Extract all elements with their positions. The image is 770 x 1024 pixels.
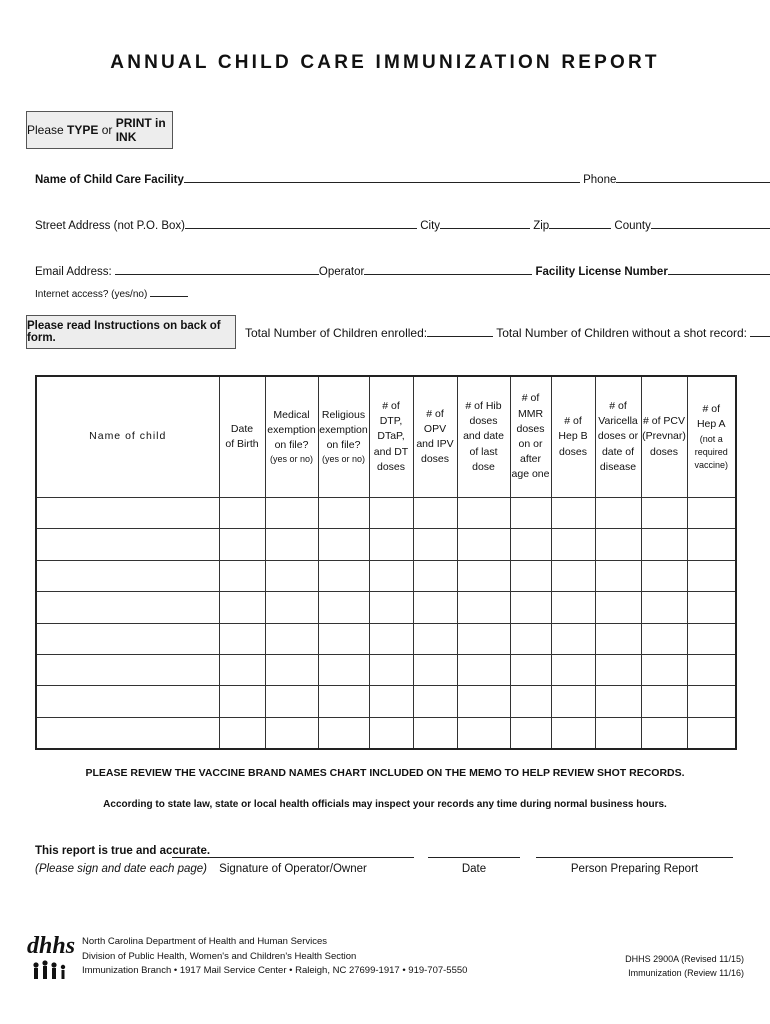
table-cell[interactable] <box>595 717 641 749</box>
column-header-line: Date <box>230 422 254 435</box>
table-cell[interactable] <box>595 623 641 654</box>
table-cell[interactable] <box>369 717 413 749</box>
table-cell[interactable] <box>551 623 595 654</box>
column-header-line: (Prevnar) <box>642 430 686 443</box>
table-cell[interactable] <box>551 654 595 685</box>
column-header-line: date of <box>601 445 635 458</box>
table-cell[interactable] <box>318 529 369 560</box>
table-cell[interactable] <box>36 560 219 591</box>
column-header-line: # of <box>609 399 627 412</box>
table-cell[interactable] <box>687 498 736 529</box>
table-cell[interactable] <box>457 592 510 623</box>
phone-input[interactable] <box>616 171 770 183</box>
footer-branch: Immunization Branch • 1917 Mail Service Center • Raleigh, NC 27699-1917 • 919-707-5550 <box>82 965 468 977</box>
table-cell[interactable] <box>457 529 510 560</box>
table-cell[interactable] <box>36 717 219 749</box>
table-cell[interactable] <box>457 654 510 685</box>
table-row <box>36 529 736 560</box>
preparer-label: Person Preparing Report <box>570 863 699 875</box>
table-cell[interactable] <box>369 560 413 591</box>
operator-signature-line[interactable] <box>172 857 414 858</box>
table-cell[interactable] <box>687 717 736 749</box>
table-cell[interactable] <box>413 686 457 717</box>
zip-input[interactable] <box>549 217 611 229</box>
table-cell[interactable] <box>595 560 641 591</box>
table-cell[interactable] <box>595 654 641 685</box>
table-cell[interactable] <box>510 686 551 717</box>
column-header-sub: (not a <box>699 433 723 444</box>
table-cell[interactable] <box>510 529 551 560</box>
table-row <box>36 654 736 685</box>
table-cell[interactable] <box>413 623 457 654</box>
county-label: County <box>614 220 651 232</box>
footer-form-id-block <box>625 953 744 981</box>
date-line[interactable] <box>428 857 520 858</box>
table-cell[interactable] <box>318 654 369 685</box>
table-cell[interactable] <box>595 498 641 529</box>
inspection-notice: According to state law, state or local health officials may inspect your records any time during normal business hours. <box>103 799 667 810</box>
date-label: Date <box>461 863 487 875</box>
table-cell[interactable] <box>457 623 510 654</box>
column-header-line: DTP, <box>379 415 403 428</box>
column-header-line: doses <box>516 422 545 435</box>
city-label: City <box>420 220 441 232</box>
table-cell[interactable] <box>413 529 457 560</box>
instructions-button[interactable]: Please read Instructions on back of form. <box>26 315 236 349</box>
table-header-row <box>36 376 736 498</box>
column-header-line: Varicella <box>598 415 638 428</box>
table-cell[interactable] <box>641 498 687 529</box>
ink-notice-pre: Please <box>27 123 68 137</box>
column-header-line: # of Hib <box>465 399 502 412</box>
column-header-8 <box>551 376 595 498</box>
table-row <box>36 560 736 591</box>
internet-input[interactable] <box>150 287 188 297</box>
table-cell[interactable] <box>687 592 736 623</box>
operator-input[interactable] <box>364 263 532 275</box>
column-header-line: doses or <box>597 430 639 443</box>
table-cell[interactable] <box>369 592 413 623</box>
column-header-line: on or <box>518 438 543 450</box>
table-cell[interactable] <box>687 560 736 591</box>
sign-note: (Please sign and date each page) <box>35 863 207 875</box>
column-header-line: Name of child <box>89 430 167 443</box>
total-enrolled-input[interactable] <box>427 325 493 337</box>
table-cell[interactable] <box>510 592 551 623</box>
table-cell[interactable] <box>687 654 736 685</box>
table-cell[interactable] <box>265 717 318 749</box>
table-cell[interactable] <box>318 623 369 654</box>
column-header-line: on file? <box>326 439 361 452</box>
total-no-shot-input[interactable] <box>750 325 770 337</box>
table-cell[interactable] <box>510 717 551 749</box>
table-cell[interactable] <box>413 654 457 685</box>
column-header-line: Medical <box>273 408 310 421</box>
table-cell[interactable] <box>265 654 318 685</box>
table-cell[interactable] <box>369 498 413 529</box>
ink-notice-type: TYPE <box>67 123 99 137</box>
column-header-11 <box>687 376 736 498</box>
zip-label: Zip <box>533 220 550 232</box>
footer-review: Immunization (Review 11/16) <box>628 967 744 978</box>
table-cell[interactable] <box>36 654 219 685</box>
column-header-3 <box>318 376 369 498</box>
operator-label: Operator <box>318 266 365 278</box>
column-header-sub: (yes or no) <box>269 454 313 465</box>
table-cell[interactable] <box>265 623 318 654</box>
table-cell[interactable] <box>595 529 641 560</box>
table-cell[interactable] <box>510 654 551 685</box>
dhhs-logo <box>26 926 76 986</box>
table-cell[interactable] <box>36 529 219 560</box>
table-row <box>36 686 736 717</box>
table-cell[interactable] <box>265 592 318 623</box>
table-cell[interactable] <box>219 529 265 560</box>
table-cell[interactable] <box>219 592 265 623</box>
table-cell[interactable] <box>318 717 369 749</box>
footer-form-id: DHHS 2900A (Revised 11/15) <box>625 954 744 964</box>
email-label: Email Address: <box>35 266 112 278</box>
column-header-sub: (yes or no) <box>321 454 365 465</box>
internet-label: Internet access? (yes/no) <box>35 289 148 300</box>
column-header-line: age one <box>511 468 550 481</box>
table-cell[interactable] <box>641 529 687 560</box>
column-header-line: on file? <box>274 439 309 452</box>
column-header-line: # of PCV <box>642 415 686 428</box>
table-cell[interactable] <box>510 498 551 529</box>
table-cell[interactable] <box>318 592 369 623</box>
table-cell[interactable] <box>265 560 318 591</box>
immunization-table <box>35 375 737 750</box>
column-header-line: and date <box>463 430 504 443</box>
footer-agency-block <box>82 935 467 979</box>
table-cell[interactable] <box>413 592 457 623</box>
column-header-line: doses <box>376 460 406 473</box>
column-header-line: # of <box>521 392 540 405</box>
column-header-0 <box>36 376 219 498</box>
column-header-sub: vaccine) <box>694 459 728 470</box>
column-header-4 <box>369 376 413 498</box>
column-header-line: # of <box>426 407 444 420</box>
table-cell[interactable] <box>219 717 265 749</box>
table-cell[interactable] <box>457 498 510 529</box>
column-header-6 <box>457 376 510 498</box>
table-cell[interactable] <box>219 560 265 591</box>
column-header-line: of last <box>469 445 498 458</box>
column-header-line: Religious <box>321 408 366 421</box>
table-cell[interactable] <box>369 529 413 560</box>
table-cell[interactable] <box>641 623 687 654</box>
table-cell[interactable] <box>265 498 318 529</box>
column-header-line: OPV <box>423 422 447 435</box>
table-cell[interactable] <box>36 623 219 654</box>
preparer-line[interactable] <box>536 857 733 858</box>
column-header-line: exemption <box>267 423 316 436</box>
county-input[interactable] <box>651 217 770 229</box>
column-header-5 <box>413 376 457 498</box>
table-cell[interactable] <box>641 560 687 591</box>
license-input[interactable] <box>668 263 770 275</box>
table-cell[interactable] <box>551 717 595 749</box>
table-cell[interactable] <box>457 717 510 749</box>
column-header-line: and DT <box>373 445 409 458</box>
ink-notice-or: or <box>98 123 116 137</box>
table-cell[interactable] <box>641 592 687 623</box>
table-cell[interactable] <box>551 498 595 529</box>
table-row <box>36 623 736 654</box>
phone-label: Phone <box>583 174 617 186</box>
table-cell[interactable] <box>687 623 736 654</box>
table-cell[interactable] <box>551 529 595 560</box>
column-header-2 <box>265 376 318 498</box>
column-header-line: doses <box>558 445 588 458</box>
table-cell[interactable] <box>687 686 736 717</box>
table-cell[interactable] <box>369 686 413 717</box>
street-input[interactable] <box>185 217 417 229</box>
dhhs-logo-text: dhhs <box>27 933 76 959</box>
column-header-line: of Birth <box>225 438 259 450</box>
footer-agency: North Carolina Department of Health and Human Services <box>82 936 328 947</box>
table-cell[interactable] <box>369 654 413 685</box>
table-cell[interactable] <box>457 560 510 591</box>
column-header-line: Hep A <box>696 418 726 431</box>
brand-chart-notice: PLEASE REVIEW THE VACCINE BRAND NAMES CHART INCLUDED ON THE MEMO TO HELP REVIEW SHOT RECORDS. <box>85 767 685 779</box>
table-cell[interactable] <box>510 623 551 654</box>
table-cell[interactable] <box>551 686 595 717</box>
city-input[interactable] <box>440 217 530 229</box>
table-cell[interactable] <box>318 498 369 529</box>
table-cell[interactable] <box>413 560 457 591</box>
table-cell[interactable] <box>551 592 595 623</box>
facility-name-input[interactable] <box>184 171 580 183</box>
table-row <box>36 498 736 529</box>
table-cell[interactable] <box>369 623 413 654</box>
table-cell[interactable] <box>595 592 641 623</box>
table-cell[interactable] <box>219 623 265 654</box>
column-header-line: and IPV <box>416 438 454 450</box>
table-cell[interactable] <box>413 498 457 529</box>
table-cell[interactable] <box>36 592 219 623</box>
total-no-shot-label: Total Number of Children without a shot record: <box>496 326 748 340</box>
table-cell[interactable] <box>318 560 369 591</box>
column-header-line: Hep B <box>558 430 588 443</box>
facility-name-label: Name of Child Care Facility <box>35 174 184 186</box>
column-header-line: # of <box>564 415 582 428</box>
column-header-line: after <box>519 453 541 466</box>
column-header-line: dose <box>472 460 495 473</box>
table-cell[interactable] <box>641 686 687 717</box>
table-cell[interactable] <box>595 686 641 717</box>
table-row <box>36 592 736 623</box>
operator-signature-label: Signature of Operator/Owner <box>219 863 367 875</box>
column-header-line: MMR <box>517 407 544 420</box>
street-label: Street Address (not P.O. Box) <box>35 220 185 232</box>
table-cell[interactable] <box>36 686 219 717</box>
table-cell[interactable] <box>687 529 736 560</box>
form-title: ANNUAL CHILD CARE IMMUNIZATION REPORT <box>110 52 660 73</box>
column-header-line: disease <box>599 460 637 473</box>
table-cell[interactable] <box>641 654 687 685</box>
footer-division: Division of Public Health, Women's and Children's Health Section <box>82 950 357 962</box>
column-header-7 <box>510 376 551 498</box>
table-cell[interactable] <box>219 498 265 529</box>
column-header-sub: required <box>694 446 728 457</box>
table-cell[interactable] <box>413 717 457 749</box>
table-cell[interactable] <box>265 686 318 717</box>
table-cell[interactable] <box>36 498 219 529</box>
column-header-line: exemption <box>319 423 368 436</box>
table-cell[interactable] <box>457 686 510 717</box>
table-cell[interactable] <box>219 686 265 717</box>
column-header-line: DTaP, <box>377 430 405 443</box>
table-body <box>36 498 736 750</box>
table-cell[interactable] <box>551 560 595 591</box>
table-cell[interactable] <box>265 529 318 560</box>
table-cell[interactable] <box>641 717 687 749</box>
ink-notice <box>26 111 173 149</box>
column-header-line: doses <box>649 445 679 458</box>
ink-notice-print: PRINT in INK <box>115 116 166 144</box>
total-enrolled-label: Total Number of Children enrolled: <box>245 326 428 340</box>
column-header-line: # of <box>702 403 720 416</box>
table-row <box>36 717 736 749</box>
license-label: Facility License Number <box>535 266 668 278</box>
column-header-9 <box>595 376 641 498</box>
column-header-line: doses <box>469 415 498 428</box>
attest-statement: This report is true and accurate. <box>35 845 211 857</box>
table-cell[interactable] <box>219 654 265 685</box>
column-header-10 <box>641 376 687 498</box>
column-header-line: doses <box>420 453 450 466</box>
email-input[interactable] <box>115 263 319 275</box>
table-cell[interactable] <box>318 686 369 717</box>
column-header-line: # of <box>382 399 400 412</box>
dhhs-logo-figures <box>33 960 65 979</box>
table-cell[interactable] <box>510 560 551 591</box>
column-header-1 <box>219 376 265 498</box>
